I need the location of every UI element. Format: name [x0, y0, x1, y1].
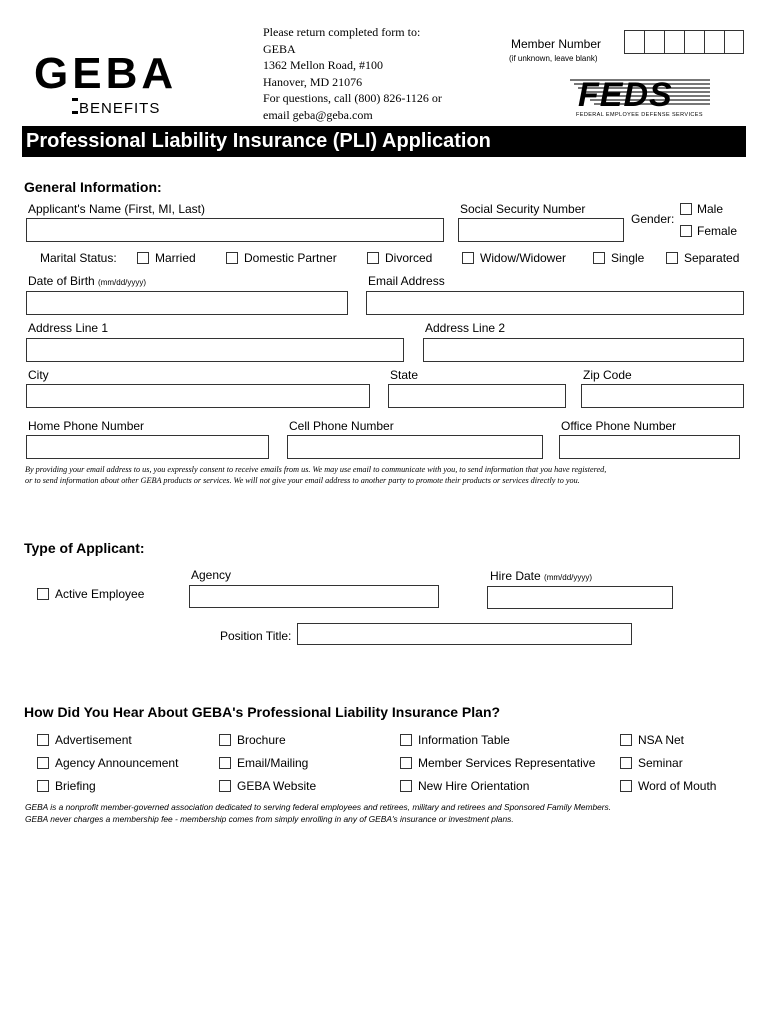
email-label: Email Address [368, 274, 445, 288]
agency-field[interactable] [189, 585, 439, 608]
email-mailing-checkbox[interactable] [219, 757, 231, 769]
separated-checkbox[interactable] [666, 252, 678, 264]
male-checkbox[interactable] [680, 203, 692, 215]
gender-label: Gender: [631, 212, 675, 226]
active-employee-checkbox[interactable] [37, 588, 49, 600]
position-field[interactable] [297, 623, 632, 645]
email-disclaimer [25, 464, 747, 486]
advertisement-label: Advertisement [55, 733, 132, 747]
dob-hint: (mm/dd/yyyy) [98, 278, 147, 287]
separated-label: Separated [684, 251, 740, 265]
office-phone-field[interactable] [559, 435, 740, 459]
addr2-field[interactable] [423, 338, 744, 362]
city-label: City [28, 368, 49, 382]
widow-label: Widow/Widower [480, 251, 567, 265]
geba-logo-sub: BENEFITS [72, 98, 160, 117]
hire-date-field[interactable] [487, 586, 673, 609]
ssn-field[interactable] [458, 218, 624, 242]
addr1-field[interactable] [26, 338, 404, 362]
widow-checkbox[interactable] [462, 252, 474, 264]
footer-line-1: GEBA is a nonprofit member-governed association dedicated to serving federal employees and retirees, military and retirees and Sponsored Family Members. [25, 802, 612, 812]
email-field[interactable] [366, 291, 744, 315]
page-title: Professional Liability Insurance (PLI) Application [26, 130, 491, 152]
member-number-boxes[interactable] [624, 30, 744, 54]
state-label: State [390, 368, 419, 382]
geba-logo-text: GEBA [34, 49, 178, 98]
briefing-checkbox[interactable] [37, 780, 49, 792]
female-checkbox[interactable] [680, 225, 692, 237]
general-heading: General Information: [24, 179, 162, 195]
word-of-mouth-label: Word of Mouth [638, 779, 717, 793]
domestic-checkbox[interactable] [226, 252, 238, 264]
feds-sub: FEDERAL EMPLOYEE DEFENSE SERVICES [576, 112, 703, 118]
member-services-label: Member Services Representative [418, 756, 596, 770]
seminar-checkbox[interactable] [620, 757, 632, 769]
home-phone-field[interactable] [26, 435, 269, 459]
hear-heading: How Did You Hear About GEBA's Professional Liability Insurance Plan? [24, 704, 501, 720]
member-digit[interactable] [684, 30, 704, 54]
member-digit[interactable] [644, 30, 664, 54]
seminar-label: Seminar [638, 756, 683, 770]
brochure-checkbox[interactable] [219, 734, 231, 746]
brochure-label: Brochure [237, 733, 286, 747]
divorced-label: Divorced [385, 251, 433, 265]
email-mailing-label: Email/Mailing [237, 756, 309, 770]
ssn-label: Social Security Number [460, 202, 586, 216]
cell-phone-field[interactable] [287, 435, 543, 459]
domestic-label: Domestic Partner [244, 251, 337, 265]
member-number-label: Member Number [511, 37, 602, 51]
geba-logo [34, 50, 199, 120]
agency-announcement-label: Agency Announcement [55, 756, 179, 770]
member-services-checkbox[interactable] [400, 757, 412, 769]
org-name: GEBA [263, 41, 296, 56]
disclaimer-line-1: By providing your email address to us, you expressly consent to receive emails from us. We may use email to communicate with you, to send information that you have registered, [25, 465, 607, 474]
street: 1362 Mellon Road, #100 [263, 58, 383, 72]
briefing-label: Briefing [55, 779, 96, 793]
name-field[interactable] [26, 218, 444, 242]
office-phone-label: Office Phone Number [561, 419, 677, 433]
home-phone-label: Home Phone Number [28, 419, 145, 433]
footer-line-2: GEBA never charges a membership fee - membership comes from simply enrolling in any of GEBA's insurance or investment plans. [25, 814, 514, 824]
married-checkbox[interactable] [137, 252, 149, 264]
return-to: Please return completed form to: [263, 25, 421, 39]
agency-label: Agency [191, 568, 232, 582]
city-field[interactable] [26, 384, 370, 408]
applicant-heading: Type of Applicant: [24, 540, 145, 556]
city-state: Hanover, MD 21076 [263, 74, 363, 89]
geba-website-label: GEBA Website [237, 779, 317, 793]
single-label: Single [611, 251, 645, 265]
married-label: Married [155, 251, 196, 265]
information-table-checkbox[interactable] [400, 734, 412, 746]
nsa-net-checkbox[interactable] [620, 734, 632, 746]
member-digit[interactable] [704, 30, 724, 54]
divorced-checkbox[interactable] [367, 252, 379, 264]
addr1-label: Address Line 1 [28, 321, 109, 335]
bars-icon [72, 98, 78, 114]
phone-line: For questions, call (800) 826-1126 or [263, 91, 442, 105]
disclaimer-line-2: or to send information about other GEBA products or services. We will not give your email address to another party to promote their products or services directly to you. [25, 476, 580, 485]
feds-logo [560, 76, 710, 120]
return-address [263, 24, 442, 123]
word-of-mouth-checkbox[interactable] [620, 780, 632, 792]
member-digit[interactable] [664, 30, 684, 54]
active-employee-label: Active Employee [55, 587, 145, 601]
state-field[interactable] [388, 384, 566, 408]
member-number-hint: (if unknown, leave blank) [509, 54, 598, 63]
name-label: Applicant's Name (First, MI, Last) [28, 202, 205, 216]
advertisement-checkbox[interactable] [37, 734, 49, 746]
marital-label: Marital Status: [40, 251, 117, 265]
zip-field[interactable] [581, 384, 744, 408]
title-bar [22, 126, 746, 157]
addr2-label: Address Line 2 [425, 321, 506, 335]
agency-announcement-checkbox[interactable] [37, 757, 49, 769]
position-label: Position Title: [220, 629, 292, 643]
female-label: Female [697, 224, 738, 238]
information-table-label: Information Table [418, 733, 510, 747]
single-checkbox[interactable] [593, 252, 605, 264]
new-hire-checkbox[interactable] [400, 780, 412, 792]
geba-website-checkbox[interactable] [219, 780, 231, 792]
member-digit[interactable] [624, 30, 644, 54]
new-hire-label: New Hire Orientation [418, 779, 530, 793]
email-line: email geba@geba.com [263, 107, 373, 122]
dob-label: Date of Birth (mm/dd/yyyy) [28, 274, 147, 288]
hire-date-hint: (mm/dd/yyyy) [544, 573, 593, 582]
feds-text: FEDS [578, 76, 673, 114]
cell-phone-label: Cell Phone Number [289, 419, 394, 433]
dob-field[interactable] [26, 291, 348, 315]
zip-label: Zip Code [583, 368, 632, 382]
hire-date-label: Hire Date (mm/dd/yyyy) [490, 569, 593, 583]
member-digit[interactable] [724, 30, 744, 54]
footer-note [25, 801, 611, 825]
nsa-net-label: NSA Net [638, 733, 685, 747]
male-label: Male [697, 202, 724, 216]
